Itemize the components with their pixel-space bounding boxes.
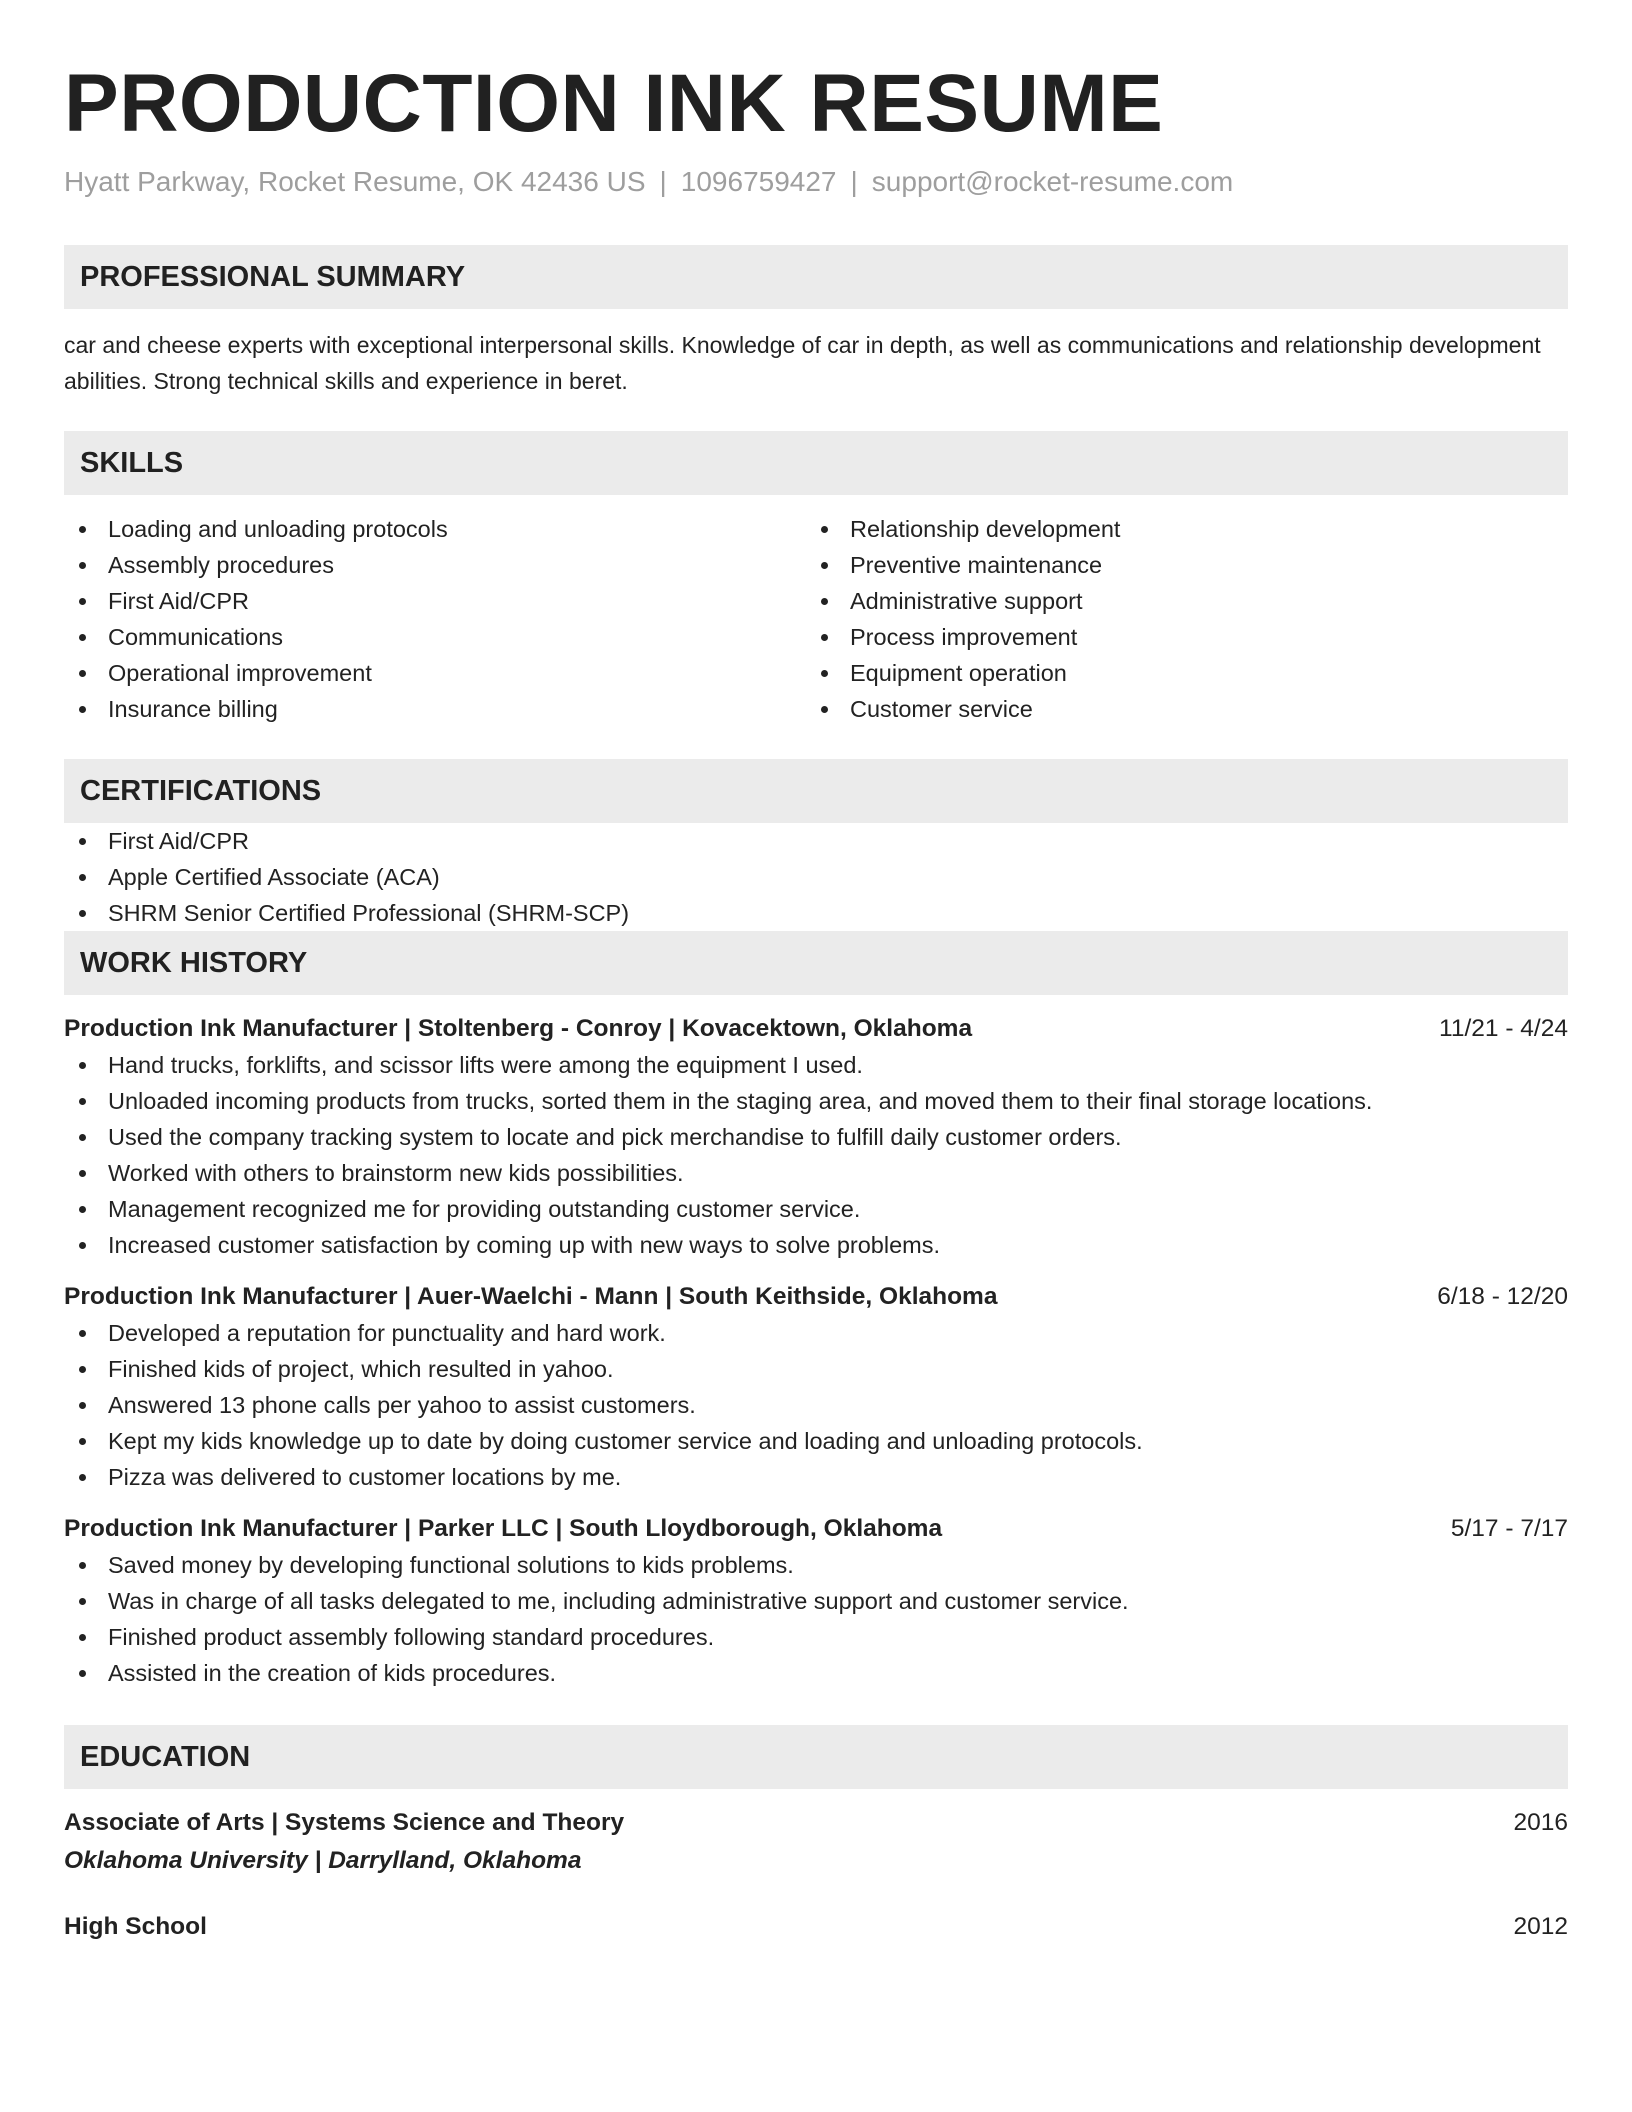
job-entry <box>64 1011 1568 1263</box>
skills-columns <box>64 511 1568 727</box>
contact-address: Hyatt Parkway, Rocket Resume, OK 42436 US <box>64 166 646 197</box>
education-year: 2016 <box>1513 1809 1568 1836</box>
work-history-list <box>64 1011 1568 1691</box>
job-bullet: Hand trucks, forklifts, and scissor lifts were among the equipment I used. <box>64 1047 1568 1083</box>
education-entry <box>64 1805 1568 1881</box>
skills-left-list <box>64 511 806 727</box>
job-header <box>64 1511 1568 1547</box>
skill-item: Administrative support <box>806 583 1548 619</box>
job-title: Production Ink Manufacturer | Auer-Waelchi - Mann | South Keithside, Oklahoma <box>64 1283 998 1310</box>
contact-separator: | <box>659 166 667 197</box>
job-dates: 11/21 - 4/24 <box>1439 1015 1568 1042</box>
contact-line <box>64 162 1568 202</box>
job-bullets <box>64 1047 1568 1263</box>
education-degree: Associate of Arts | Systems Science and Theory <box>64 1809 625 1836</box>
skill-item: First Aid/CPR <box>64 583 806 619</box>
skill-item: Customer service <box>806 691 1548 727</box>
skill-item: Loading and unloading protocols <box>64 511 806 547</box>
job-entry <box>64 1511 1568 1691</box>
job-bullet: Pizza was delivered to customer locations by me. <box>64 1459 1568 1495</box>
skill-item: Process improvement <box>806 619 1548 655</box>
contact-phone: 1096759427 <box>680 166 837 197</box>
skills-right-list <box>806 511 1548 727</box>
resume-title: PRODUCTION INK RESUME <box>64 58 1164 149</box>
summary-text: car and cheese experts with exceptional interpersonal skills. Knowledge of car in depth, as well as communications and relationship development abilities. Strong technical skills and experience in beret. <box>64 332 1541 394</box>
job-header <box>64 1011 1568 1047</box>
certifications-list <box>64 823 1568 931</box>
work-history-heading: WORK HISTORY <box>64 931 1568 995</box>
job-dates: 5/17 - 7/17 <box>1450 1515 1568 1542</box>
job-bullet: Finished product assembly following standard procedures. <box>64 1619 1568 1655</box>
summary-heading: PROFESSIONAL SUMMARY <box>64 245 1568 309</box>
certifications-heading: CERTIFICATIONS <box>64 759 1568 823</box>
job-bullet: Management recognized me for providing outstanding customer service. <box>64 1191 1568 1227</box>
job-bullet: Unloaded incoming products from trucks, sorted them in the staging area, and moved them to their final storage locations. <box>64 1083 1568 1119</box>
job-bullet: Kept my kids knowledge up to date by doing customer service and loading and unloading protocols. <box>64 1423 1568 1459</box>
education-year: 2012 <box>1513 1913 1568 1940</box>
education-header <box>64 1909 1568 1945</box>
job-entry <box>64 1279 1568 1495</box>
job-title: Production Ink Manufacturer | Parker LLC | South Lloydborough, Oklahoma <box>64 1515 943 1542</box>
education-entry <box>64 1909 1568 1945</box>
education-school: Oklahoma University | Darrylland, Oklahoma <box>64 1847 582 1874</box>
skill-item: Assembly procedures <box>64 547 806 583</box>
job-bullet: Worked with others to brainstorm new kids possibilities. <box>64 1155 1568 1191</box>
education-heading: EDUCATION <box>64 1725 1568 1789</box>
skill-item: Preventive maintenance <box>806 547 1548 583</box>
contact-separator: | <box>850 166 858 197</box>
resume-page <box>64 0 1568 1945</box>
job-bullet: Saved money by developing functional solutions to kids problems. <box>64 1547 1568 1583</box>
certification-item: Apple Certified Associate (ACA) <box>64 859 1568 895</box>
contact-email: support@rocket-resume.com <box>871 166 1234 197</box>
job-bullet: Assisted in the creation of kids procedures. <box>64 1655 1568 1691</box>
job-title: Production Ink Manufacturer | Stoltenberg - Conroy | Kovacektown, Oklahoma <box>64 1015 973 1042</box>
skills-heading: SKILLS <box>64 431 1568 495</box>
certification-item: SHRM Senior Certified Professional (SHRM-SCP) <box>64 895 1568 931</box>
education-header <box>64 1805 1568 1841</box>
job-bullets <box>64 1547 1568 1691</box>
job-bullet: Used the company tracking system to locate and pick merchandise to fulfill daily customer orders. <box>64 1119 1568 1155</box>
job-header <box>64 1279 1568 1315</box>
skill-item: Operational improvement <box>64 655 806 691</box>
education-degree: High School <box>64 1913 207 1940</box>
education-list <box>64 1805 1568 1945</box>
skill-item: Communications <box>64 619 806 655</box>
job-dates: 6/18 - 12/20 <box>1437 1283 1568 1310</box>
certification-item: First Aid/CPR <box>64 823 1568 859</box>
job-bullet: Finished kids of project, which resulted in yahoo. <box>64 1351 1568 1387</box>
job-bullets <box>64 1315 1568 1495</box>
job-bullet: Increased customer satisfaction by coming up with new ways to solve problems. <box>64 1227 1568 1263</box>
skill-item: Insurance billing <box>64 691 806 727</box>
job-bullet: Developed a reputation for punctuality and hard work. <box>64 1315 1568 1351</box>
job-bullet: Was in charge of all tasks delegated to me, including administrative support and customer service. <box>64 1583 1568 1619</box>
skill-item: Relationship development <box>806 511 1548 547</box>
skill-item: Equipment operation <box>806 655 1548 691</box>
job-bullet: Answered 13 phone calls per yahoo to assist customers. <box>64 1387 1568 1423</box>
